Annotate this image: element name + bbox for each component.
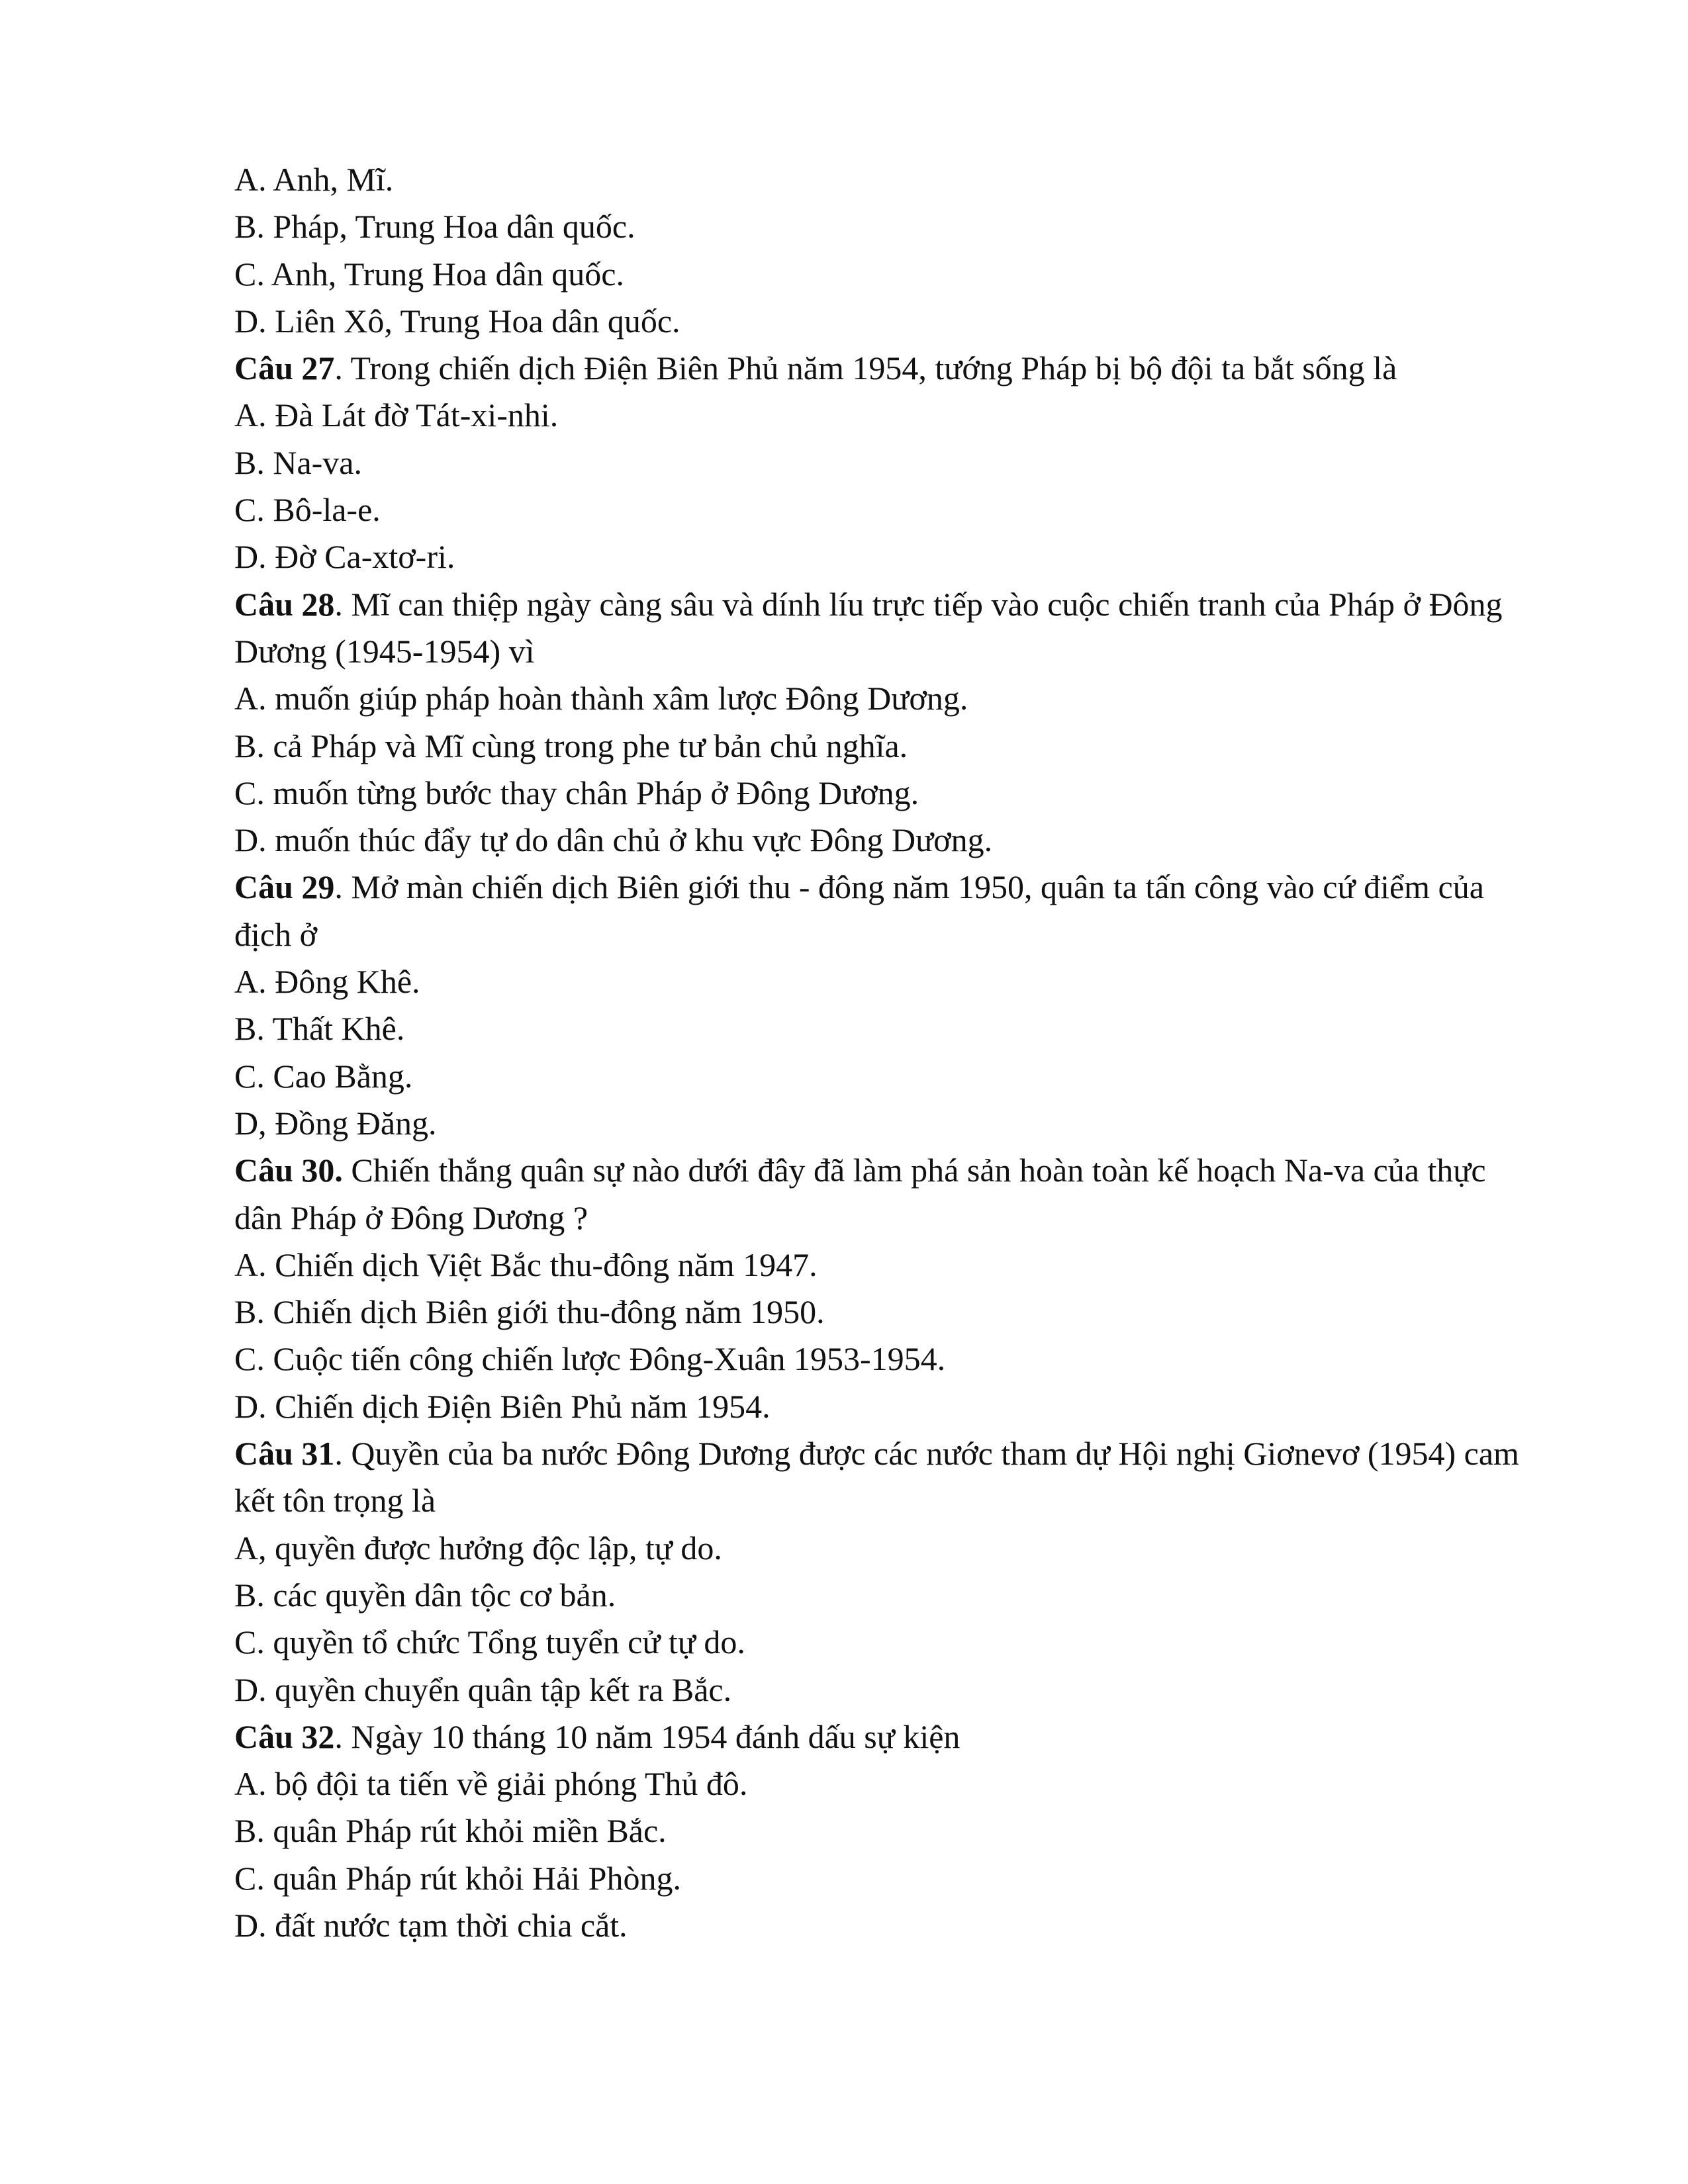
question-text: . Trong chiến dịch Điện Biên Phủ năm 1954, tướng Pháp bị bộ đội ta bắt sống là <box>334 349 1397 387</box>
question-text: Dương (1945-1954) vì <box>234 632 535 670</box>
answer-option: D. quyền chuyển quân tập kết ra Bắc. <box>234 1670 732 1708</box>
question-number: Câu 27 <box>234 349 335 387</box>
question-number: Câu 29 <box>234 868 335 906</box>
question-text: . Mở màn chiến dịch Biên giới thu - đông năm 1950, quân ta tấn công vào cứ điểm của <box>334 868 1484 906</box>
answer-option: A. Đà Lát đờ Tát-xi-nhi. <box>234 396 559 434</box>
answer-option: B. Thất Khê. <box>234 1010 405 1048</box>
answer-option: D. muốn thúc đẩy tự do dân chủ ở khu vực Đông Dương. <box>234 821 993 859</box>
answer-option: C. Cuộc tiến công chiến lược Đông-Xuân 1953-1954. <box>234 1340 946 1378</box>
question-number: Câu 30. <box>234 1152 343 1189</box>
question-text: Chiến thắng quân sự nào dưới đây đã làm phá sản hoàn toàn kế hoạch Na-va của thực <box>342 1152 1486 1189</box>
question-text: . Ngày 10 tháng 10 năm 1954 đánh dấu sự kiện <box>334 1717 961 1755</box>
question-stem-line <box>234 1477 1512 1524</box>
question-stem-line <box>234 1430 1519 1477</box>
answer-option: A. Đông Khê. <box>234 963 420 1001</box>
document-page <box>234 156 1519 1949</box>
question-stem-line <box>234 1195 1512 1242</box>
answer-option: C. Anh, Trung Hoa dân quốc. <box>234 255 624 293</box>
answer-option: A, quyền được hưởng độc lập, tự do. <box>234 1529 722 1567</box>
question-block <box>234 1713 1512 1949</box>
answer-option: C. Bô-la-e. <box>234 491 381 529</box>
answer-option: A. bộ đội ta tiến về giải phóng Thủ đô. <box>234 1765 748 1803</box>
question-stem-line <box>234 345 1512 392</box>
question-block <box>234 345 1512 580</box>
answer-option: C. Cao Bằng. <box>234 1057 413 1095</box>
question-text: kết tôn trọng là <box>234 1482 436 1520</box>
answer-option: D. Chiến dịch Điện Biên Phủ năm 1954. <box>234 1387 771 1425</box>
answer-option: A. Anh, Mĩ. <box>234 161 394 198</box>
question-number: Câu 31 <box>234 1435 335 1473</box>
answer-option: B. quân Pháp rút khỏi miền Bắc. <box>234 1812 667 1850</box>
answer-option: B. cả Pháp và Mĩ cùng trong phe tư bản chủ nghĩa. <box>234 727 908 764</box>
question-stem-line <box>234 1147 1512 1194</box>
answer-option: D. Đờ Ca-xtơ-ri. <box>234 538 455 576</box>
question-stem-line <box>234 1713 1512 1760</box>
question-stem-line <box>234 911 1512 958</box>
answer-option: A. muốn giúp pháp hoàn thành xâm lược Đông Dương. <box>234 680 968 717</box>
question-block <box>234 864 1512 1147</box>
answer-option: B. các quyền dân tộc cơ bản. <box>234 1576 616 1614</box>
question-text: . Mĩ can thiệp ngày càng sâu và dính líu trực tiếp vào cuộc chiến tranh của Pháp ở Đông <box>334 585 1503 623</box>
answer-option: B. Chiến dịch Biên giới thu-đông năm 1950. <box>234 1293 825 1331</box>
answer-option: B. Na-va. <box>234 443 362 481</box>
answer-option: B. Pháp, Trung Hoa dân quốc. <box>234 208 635 246</box>
question-text: dân Pháp ở Đông Dương ? <box>234 1199 588 1236</box>
answer-option: D. đất nước tạm thời chia cắt. <box>234 1906 628 1944</box>
question-number: Câu 28 <box>234 585 335 623</box>
answer-option: D, Đồng Đăng. <box>234 1104 437 1142</box>
answer-option: C. quyền tổ chức Tổng tuyển cử tự do. <box>234 1623 745 1661</box>
question-block <box>234 1430 1519 1713</box>
question-text: địch ở <box>234 915 318 953</box>
question-stem-line <box>234 581 1512 628</box>
answer-option: A. Chiến dịch Việt Bắc thu-đông năm 1947. <box>234 1246 818 1283</box>
question-number: Câu 32 <box>234 1717 335 1755</box>
answer-option: C. muốn từng bước thay chân Pháp ở Đông Dương. <box>234 774 919 811</box>
answer-option: D. Liên Xô, Trung Hoa dân quốc. <box>234 302 680 340</box>
question-block <box>234 581 1512 864</box>
question-block <box>234 1147 1512 1430</box>
question-block <box>234 156 1512 345</box>
answer-option: C. quân Pháp rút khỏi Hải Phòng. <box>234 1859 681 1897</box>
question-stem-line <box>234 628 1512 675</box>
question-stem-line <box>234 864 1512 911</box>
question-text: . Quyền của ba nước Đông Dương được các nước tham dự Hội nghị Giơnevơ (1954) cam <box>334 1435 1519 1473</box>
